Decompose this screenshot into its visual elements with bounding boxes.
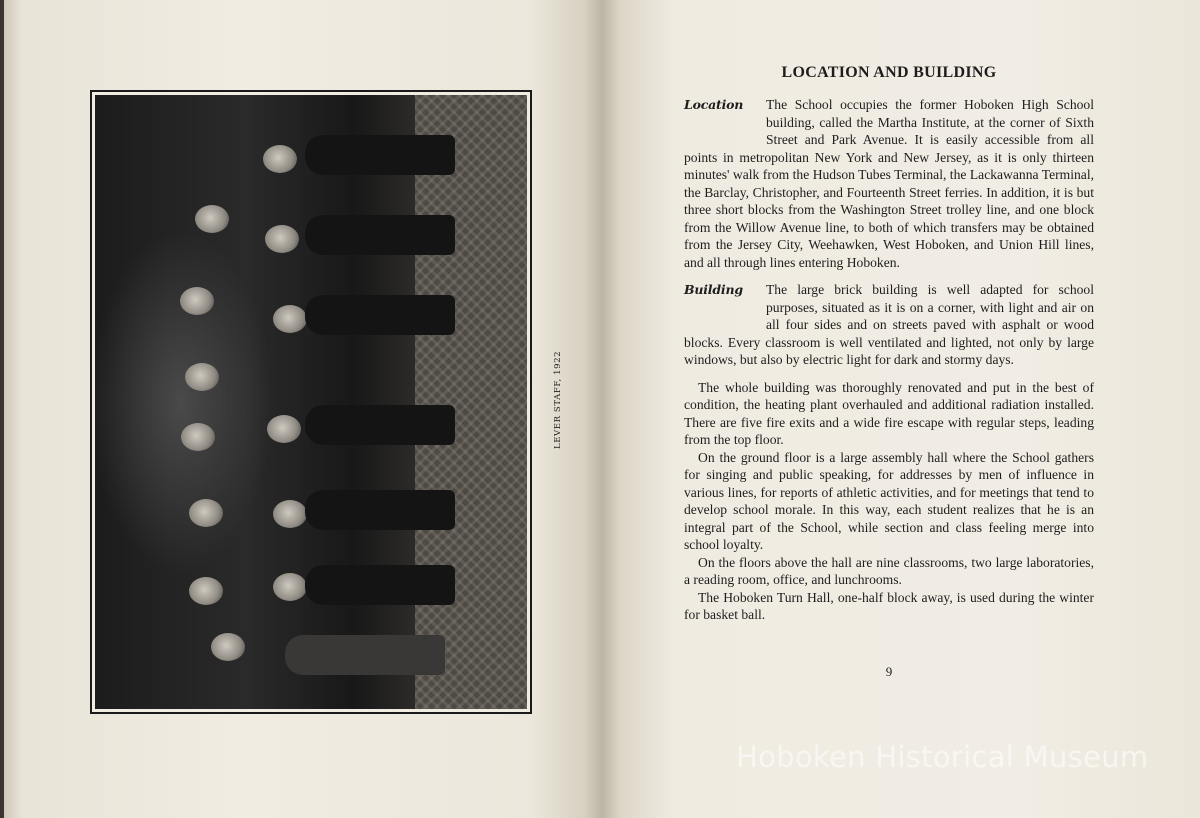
museum-watermark: Hoboken Historical Museum <box>736 740 1149 774</box>
building-side-heading: Building <box>684 282 743 297</box>
photo-caption: LEVER STAFF, 1922 <box>553 350 563 450</box>
location-section <box>684 96 1094 271</box>
photo-image <box>95 95 527 709</box>
classrooms-paragraph: On the floors above the hall are nine classrooms, two large laboratories, a reading room, office, and lunchrooms. <box>684 554 1094 587</box>
building-section <box>684 281 1094 369</box>
page-number: 9 <box>885 664 893 679</box>
left-page <box>4 0 602 818</box>
turn-hall-paragraph: The Hoboken Turn Hall, one-half block away, is used during the winter for basket ball. <box>684 589 1094 622</box>
location-text: The School occupies the former Hoboken High School building, called the Martha Institute, at the corner of Sixth Street and Park Avenue. It is easily accessible from all points in metropolitan New York and New Jersey, as it is only thirteen minutes' walk from the Hudson Tubes Terminal, the Lackawanna Terminal, the Barclay, Christopher, and Fourteenth Street ferries. In addition, it is but three short blocks from the Washington Street trolley line, and one block from the Willow Avenue line, to both of which transfers may be obtained from the Jersey City, Weehawken, West Hoboken, and Union Hill lines, and all through lines entering Hoboken. <box>684 97 1094 270</box>
photo-carpet <box>415 95 527 709</box>
photo-figures <box>225 95 398 709</box>
building-text: The large brick building is well adapted for school purposes, situated as it is on a corner, with light and air on all four sides and on streets paved with asphalt or wood blocks. Every classroom is well ventilated and lighted, not only by large windows, but also by electric light for dark and stormy days. <box>684 282 1094 367</box>
assembly-hall-paragraph: On the ground floor is a large assembly hall where the School gathers for singing and public speaking, for addresses by men of influence in various lines, for reports of athletic activities, and for meetings that tend to develop school morale. In this way, each student realizes that he is an integral part of the School, while section and class feeling merge into school loyalty. <box>684 449 1094 552</box>
renovation-paragraph: The whole building was thoroughly renovated and put in the best of condition, the heating plant overhauled and additional radiation installed. There are five fire exits and a wide fire escape with regular steps, leading from the top floor. <box>684 379 1094 447</box>
page-heading: LOCATION AND BUILDING <box>781 64 997 81</box>
group-photo <box>90 90 532 714</box>
location-side-heading: Location <box>684 97 744 112</box>
page-text <box>684 64 1094 624</box>
